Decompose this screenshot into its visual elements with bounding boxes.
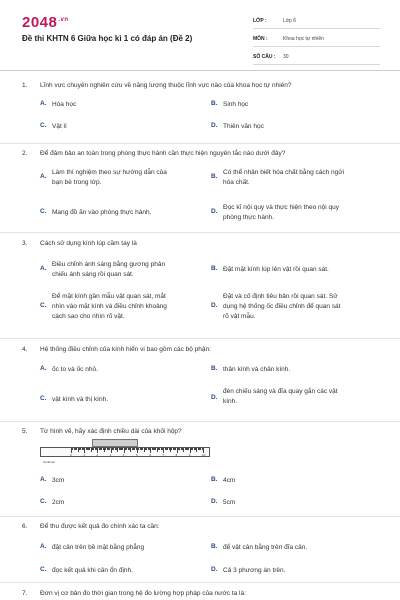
question-number: 4.	[22, 346, 28, 353]
question-number: 2.	[22, 150, 28, 157]
ruler	[40, 447, 210, 464]
question-2	[22, 150, 382, 230]
option-text: 2cm	[52, 499, 65, 506]
option-letter: A.	[40, 476, 47, 483]
option-a[interactable]	[40, 260, 205, 282]
divider	[0, 582, 400, 583]
option-text: để vật cân bằng trên đĩa cân.	[223, 544, 308, 551]
meta-row-class	[253, 14, 380, 29]
option-letter: D.	[211, 122, 218, 129]
option-c[interactable]	[40, 208, 205, 220]
meta-label: MÔN :	[253, 36, 268, 42]
option-letter: C.	[40, 566, 47, 573]
option-letter: A.	[40, 173, 47, 180]
question-text: Để thu được kết quả đo chính xác ta cần:	[40, 523, 160, 530]
option-b[interactable]	[211, 365, 381, 377]
option-d[interactable]	[211, 292, 381, 324]
option-text: Sinh học	[223, 101, 249, 108]
site-logo[interactable]: $2048^{.vn}$	[22, 14, 69, 31]
question-text: Cách sử dụng kính lúp cầm tay là	[40, 240, 137, 247]
option-b[interactable]	[211, 476, 381, 488]
option-text: Hóa học	[52, 101, 77, 108]
divider	[0, 143, 400, 144]
question-3	[22, 240, 382, 335]
option-letter: D.	[211, 394, 218, 401]
option-d[interactable]	[211, 566, 381, 578]
option-text: Cả 3 phương án trên.	[223, 567, 286, 574]
option-letter: C.	[40, 498, 47, 505]
question-number: 1.	[22, 82, 28, 89]
option-letter: C.	[40, 122, 47, 129]
option-letter: C.	[40, 302, 47, 309]
option-letter: B.	[211, 543, 218, 550]
ruler-tick-label: 0	[70, 453, 72, 457]
option-c[interactable]	[40, 566, 205, 578]
option-text: đèn chiếu sáng và đĩa quay gắn các vật kính.	[223, 388, 338, 405]
option-d[interactable]	[211, 387, 381, 409]
option-text: 5cm	[223, 499, 236, 506]
question-text: Đơn vị cơ bản đo thời gian trong hệ đo lường hợp pháp của nước ta là:	[40, 590, 246, 597]
option-text: thân kính và chân kính.	[223, 366, 291, 373]
question-number: 6.	[22, 523, 28, 530]
option-letter: A.	[40, 365, 47, 372]
option-text: Thiên văn học	[223, 123, 264, 130]
option-letter: A.	[40, 543, 47, 550]
option-text: Mang đồ ăn vào phòng thực hành.	[52, 209, 152, 216]
option-text: Làm thí nghiệm theo sự hướng dẫn của bạn bè trong lớp.	[52, 169, 167, 186]
ruler-tick-label: 10	[202, 453, 206, 457]
meta-label: SỐ CÂU :	[253, 54, 276, 60]
question-1	[22, 82, 382, 142]
question-4	[22, 346, 382, 421]
option-text: Đọc kĩ nội quy và thực hiện theo nội quy phòng thực hành.	[223, 204, 340, 221]
question-text: Hệ thống điều chỉnh của kính hiển vi bao gồm các bộ phận:	[40, 346, 211, 353]
meta-label: LỚP :	[253, 18, 267, 24]
ruler-unit: Centimet	[43, 460, 56, 464]
option-letter: C.	[40, 395, 47, 402]
ruler-tick-label: 4	[122, 453, 125, 457]
option-letter: C.	[40, 208, 47, 215]
option-text: ốc to và ốc nhỏ.	[52, 366, 98, 373]
option-text: Vật lí	[52, 123, 67, 130]
measured-block	[92, 439, 138, 447]
option-b[interactable]	[211, 543, 381, 555]
option-b[interactable]	[211, 168, 381, 190]
meta-value: 30	[283, 54, 289, 60]
option-d[interactable]	[211, 122, 381, 134]
option-d[interactable]	[211, 203, 381, 225]
page-header	[0, 0, 400, 70]
meta-value: Khoa học tự nhiên	[283, 36, 324, 42]
option-letter: A.	[40, 100, 47, 107]
ruler-tick-label: 3	[109, 453, 112, 457]
page-title: Đề thi KHTN 6 Giữa học kì 1 có đáp án (Đề 2)	[22, 34, 193, 43]
question-number: 5.	[22, 428, 28, 435]
ruler-tick-label: 5	[136, 453, 138, 457]
question-number: 3.	[22, 240, 28, 247]
option-text: vật kính và thị kính.	[52, 396, 109, 403]
option-letter: D.	[211, 208, 218, 215]
option-b[interactable]	[211, 100, 381, 112]
ruler-tick-label: 2	[96, 453, 99, 457]
divider	[0, 421, 400, 422]
option-letter: B.	[211, 476, 218, 483]
option-c[interactable]	[40, 395, 205, 407]
option-c[interactable]	[40, 498, 205, 510]
ruler-tick-label: 1	[83, 453, 85, 457]
option-a[interactable]	[40, 543, 205, 555]
option-letter: B.	[211, 100, 218, 107]
option-letter: B.	[211, 173, 218, 180]
divider	[0, 232, 400, 233]
option-text: Đặt mặt kính lúp lên vật rồi quan sát.	[223, 266, 329, 273]
ruler-figure	[40, 439, 210, 464]
divider	[0, 516, 400, 517]
question-text: Từ hình vẽ, hãy xác định chiều dài của khối hộp?	[40, 428, 182, 435]
option-letter: B.	[211, 365, 218, 372]
option-text: 3cm	[52, 477, 65, 484]
option-c[interactable]	[40, 122, 200, 134]
meta-value: Lớp 6	[283, 18, 297, 24]
option-letter: D.	[211, 566, 218, 573]
header-divider	[0, 70, 400, 71]
option-d[interactable]	[211, 498, 381, 510]
option-text: đặt cân trên bề mặt bằng phẳng	[52, 544, 145, 551]
option-letter: B.	[211, 265, 218, 272]
ruler-tick-label: 8	[175, 453, 178, 457]
divider	[0, 338, 400, 339]
question-text: Để đảm bảo an toàn trong phòng thực hành cần thực hiện nguyên tắc nào dưới đây?	[40, 150, 286, 157]
meta-row-subject	[253, 32, 380, 47]
ruler-tick-label: 9	[188, 453, 191, 457]
option-a[interactable]	[40, 100, 200, 112]
option-b[interactable]	[211, 265, 381, 277]
option-letter: D.	[211, 302, 218, 309]
question-7	[22, 590, 382, 600]
option-letter: A.	[40, 265, 47, 272]
option-text: Để mặt kính gần mẫu vật quan sát, mắt nhìn vào mặt kính và điều chỉnh khoảng cách sao cho nhìn rõ vật.	[52, 293, 167, 320]
option-a[interactable]	[40, 476, 205, 488]
option-c[interactable]	[40, 292, 205, 324]
option-text: 4cm	[223, 477, 236, 484]
ruler-tick-label: 7	[162, 453, 165, 457]
meta-row-count	[253, 50, 380, 65]
question-text: Lĩnh vực chuyên nghiên cứu về năng lượng thuộc lĩnh vực nào của khoa học tự nhiên?	[40, 82, 292, 89]
question-6	[22, 523, 382, 578]
meta-table	[253, 14, 380, 68]
option-a[interactable]	[40, 168, 205, 190]
option-text: Điều chỉnh ánh sáng bằng gương phản chiếu ánh sáng rồi quan sát.	[52, 261, 166, 278]
option-text: Có thể nhận biết hóa chất bằng cách ngửi hóa chất.	[223, 169, 345, 186]
ruler-tick-label: 6	[149, 453, 151, 457]
question-number: 7.	[22, 590, 28, 597]
option-letter: D.	[211, 498, 218, 505]
option-text: đọc kết quả khi cân ổn định.	[52, 567, 133, 574]
option-text: Đặt và cố định tiêu bản rồi quan sát. Sử dụng hệ thống ốc điều chỉnh để quan sát rõ vật mẫu.	[223, 293, 341, 320]
option-a[interactable]	[40, 365, 205, 377]
